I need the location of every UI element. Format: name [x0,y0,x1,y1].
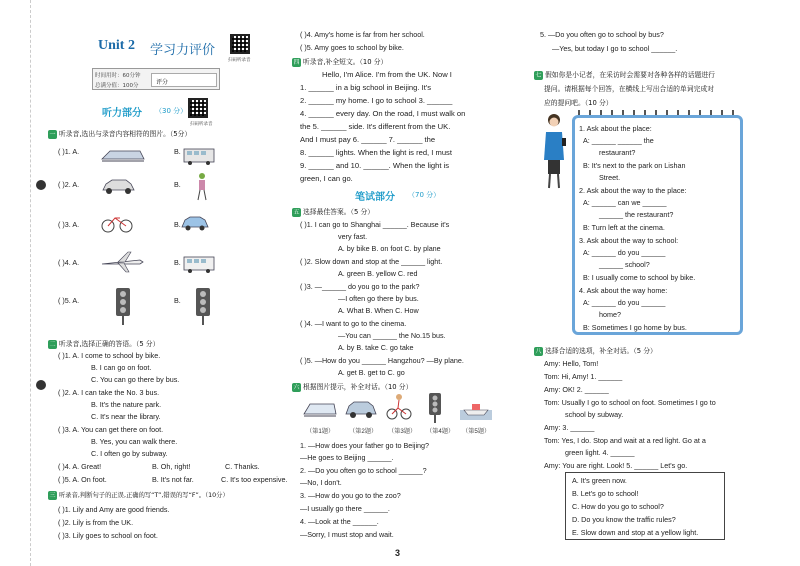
passage-line-6: And I must pay 6. ______ 7. ______ the [300,135,436,144]
part3-q5: ( )5. Amy goes to school by bike. [300,43,404,52]
ask-place-b-cont: Street. [599,173,621,182]
part2-q2-c: C. It's near the library. [91,412,161,421]
caption-q1: （第1题） [306,428,335,435]
dialog-line-3: Amy: OK! 2. ______ [544,385,609,394]
part6-title: 根据图片提示，补全对话。（10 分） [303,383,413,391]
score-box: 评分 [151,73,217,87]
part1-q5-b: B. [174,296,181,305]
ask-way-school-a: A: ______ do you ______ [583,248,666,257]
ask-way-school-a-cont: ______ school? [599,260,650,269]
ask-way-home-a: A: ______ do you ______ [583,298,666,307]
part1-q3-b: B. [174,220,181,229]
passage-line-5: the 5. ______ side. It's different from the UK. [300,122,451,131]
option-e: E. Slow down and stop at a yellow light. [572,528,699,537]
part3-q1: ( )1. Lily and Amy are good friends. [58,505,170,514]
taxi-image [180,213,210,233]
part5-q3: ( )3. —______ do you go to the park? [300,282,420,291]
part6-q2: 2. —Do you often go to school ______? [300,466,427,475]
option-b: B. Let's go to school! [572,489,639,498]
passage-line-8: 9. ______ and 10. ______. When the light is [300,161,450,170]
ship-picture [460,396,492,420]
part3-title: 听录音,判断句子的正误,正确的写“T”,错误的写“F”。（10分） [59,492,229,499]
part8-title: 选择合适的选项，补全对话。（5 分） [545,347,657,355]
part1-q4-b: B. [174,258,181,267]
dialog-line-1: Amy: Hello, Tom! [544,359,599,368]
part5-q4-options: A. by B. take C. go take [338,343,414,352]
options-box [565,472,725,540]
traffic-light-image [112,286,134,326]
ask-way-place-b: B: Turn left at the cinema. [583,223,665,232]
ask-way-place-heading: 2. Ask about the way to the place: [579,186,687,195]
passage-line-1: Hello, I'm Alice. I'm from the UK. Now I [322,70,452,79]
part3-q2: ( )2. Lily is from the UK. [58,518,134,527]
time-label: 时间用时：60分钟 [95,73,141,79]
option-d: D. Do you know the traffic rules? [572,515,676,524]
part5-q3-cont: —I often go there by bus. [338,294,419,303]
part2-q3-b: B. Yes, you can walk there. [91,437,178,446]
passage-line-2: 1. ______ in a big school in Beijing. It's [300,83,432,92]
dialog-line-6: Tom: Yes, I do. Stop and wait at a red light. Go at a [544,436,706,445]
passage-line-4: 4. ______ every day. On the road, I must walk on [300,109,466,118]
part7-number: 七 [535,71,542,79]
ask-place-a: A: ______ ______ the [583,136,654,145]
writing-title: 笔试部分 [355,192,395,203]
column-right [530,0,800,566]
part7-title-line-1: 假如你是小记者，在采访时会需要对各种各样的话题进行 [545,71,715,79]
listening-points: （30 分） [155,107,188,115]
part7-heading [534,69,715,80]
ask-place-a-cont: restaurant? [599,148,636,157]
part3-number: 三 [49,491,56,499]
part1-number: 一 [49,130,56,138]
caption-q2: （第2题） [349,428,378,435]
part1-q5: ( )5. A. [58,296,80,305]
part2-q4-c: C. Thanks. [225,462,260,471]
train-picture [302,396,338,420]
part2-q2-b: B. It's the nature park. [91,400,162,409]
traffic-light-picture [426,392,444,424]
part5-q5: ( )5. —How do you ______ Hangzhou? —By plane. [300,356,464,365]
part2-q5-a: ( )5. A. On foot. [58,475,107,484]
part5-q2-options: A. green B. yellow C. red [338,269,418,278]
reporter-image [540,112,568,190]
part1-q3: ( )3. A. [58,220,80,229]
part2-q1-b: B. I can go on foot. [91,363,152,372]
ask-way-home-heading: 4. Ask about the way home: [579,286,668,295]
score-stamp [92,68,220,90]
score-label: 总满分值：100分 [95,83,139,89]
part3-q3: ( )3. Lily goes to school on foot. [58,531,158,540]
binding-hole [36,380,46,390]
option-c: C. How do you go to school? [572,502,664,511]
listening-title: 听力部分 [102,108,142,119]
taxi-picture [344,396,378,420]
dialog-line-7: Amy: You are right. Look! 5. ______ Let's go. [544,461,688,470]
cyclist-picture [386,392,412,422]
part5-q2: ( )2. Slow down and stop at the ______ light. [300,257,443,266]
part6-q1-answer: —He goes to Beijing ______. [300,453,394,462]
part6-q3: 3. —How do you go to the zoo? [300,491,401,500]
part7-title-line-2: 提问。请根据每个回答，在横线上写出合适的单词完成对 [544,85,714,93]
part2-number: 二 [49,340,56,348]
option-a: A. It's green now. [572,476,627,485]
column-left [0,0,290,566]
bus-image [182,146,216,166]
dialog-line-4: Tom: Usually I go to school on foot. Sometimes I go to [544,398,716,407]
part6-q1: 1. —How does your father go to Beijing? [300,441,430,450]
ask-way-school-b: B: I usually come to school by bike. [583,273,696,282]
part3-heading [48,490,229,500]
part5-title: 选择最佳答案。（5 分） [303,208,375,216]
interview-notebook [572,115,743,335]
part5-q1: ( )1. I can go to Shanghai ______. Because it's [300,220,450,229]
part2-q1-c: C. You can go there by bus. [91,375,180,384]
car-image [100,176,136,196]
part1-q2-b: B. [174,180,181,189]
unit-title: Unit 2 [98,38,135,53]
bus-image-2 [182,254,216,274]
dialog-line-6-cont: green light. 4. ______ [565,448,635,457]
ask-way-school-heading: 3. Ask about the way to school: [579,236,679,245]
part2-heading [48,338,159,349]
part6-heading [292,381,412,392]
part2-q3-a: ( )3. A. You can get there on foot. [58,425,164,434]
part6-q3-answer: —I usually go there ______. [300,504,390,513]
page-number: 3 [395,548,401,558]
part2-q4-b: B. Oh, right! [152,462,191,471]
ask-way-place-a-cont: ______ the restaurant? [599,210,674,219]
part1-q1-b: B. [174,147,181,156]
part1-q1: ( )1. A. [58,147,80,156]
qr-caption: 扫码听录音 [228,57,251,62]
binding-line [30,0,31,566]
ask-place-heading: 1. Ask about the place: [579,124,652,133]
walking-girl-image [195,172,209,202]
part4-title: 听录音,补全短文。（10 分） [303,58,388,66]
part1-q4: ( )4. A. [58,258,80,267]
part2-q1-a: ( )1. A. I come to school by bike. [58,351,161,360]
part1-heading [48,128,191,139]
part2-title: 听录音,选择正确的答语。（5 分） [59,340,160,348]
part6-q4-answer: —Sorry, I must stop and wait. [300,530,394,539]
ask-way-home-b: B: Sometimes I go home by bus. [583,323,687,332]
part7-title-line-3: 应的提问吧。（10 分） [544,99,613,107]
part5-q3-options: A. What B. When C. How [338,306,419,315]
part6-q5-answer: —Yes, but today I go to school ______. [552,44,678,53]
ask-way-place-a: A: ______ can we ______ [583,198,667,207]
part6-q4: 4. —Look at the ______. [300,517,379,526]
part2-q5-b: B. It's not far. [152,475,194,484]
part3-q4: ( )4. Amy's home is far from her school. [300,30,425,39]
part2-q2-a: ( )2. A. I can take the No. 3 bus. [58,388,160,397]
part6-q5: 5. —Do you often go to school by bus? [540,30,664,39]
part4-heading [292,56,387,67]
ask-place-b: B: It's next to the park on Lishan [583,161,686,170]
part1-q2: ( )2. A. [58,180,80,189]
writing-points: （70 分） [408,191,441,199]
dialog-line-2: Tom: Hi, Amy! 1. ______ [544,372,623,381]
part5-q1-options: A. by bike B. on foot C. by plane [338,244,441,253]
qr-code[interactable] [230,34,250,54]
train-image [100,146,146,164]
part5-q1-cont: very fast. [338,232,368,241]
caption-q3: （第3题） [388,428,417,435]
part5-q4-cont: —You can ______ the No.15 bus. [338,331,446,340]
part6-q2-answer: —No, I don't. [300,478,342,487]
part2-q3-c: C. I often go by subway. [91,449,168,458]
dialog-line-4-cont: school by subway. [565,410,624,419]
part5-number: 五 [293,208,300,216]
traffic-light-image-2 [192,286,214,326]
dialog-line-5: Amy: 3. ______ [544,423,595,432]
part5-q4: ( )4. —I want to go to the cinema. [300,319,407,328]
part5-heading [292,206,374,217]
part8-number: 八 [535,347,542,355]
binding-hole [36,180,46,190]
page-title: 学习力评价 [150,43,216,58]
passage-line-9: green, I can go. [300,174,353,183]
plane-image [100,250,144,274]
part1-title: 听录音,选出与录音内容相符的图片。（5分） [59,130,192,138]
part4-number: 四 [293,58,300,66]
bicycle-image [100,212,134,234]
passage-line-7: 8. ______ lights. When the light is red, I must [300,148,452,157]
listening-qr-caption: 扫码听录音 [190,121,213,126]
part2-q5-c: C. It's too expensive. [221,475,288,484]
part5-q5-options: A. get B. get to C. go [338,368,405,377]
column-middle [292,0,530,566]
part6-number: 六 [293,383,300,391]
part8-heading [534,345,657,356]
ask-way-home-a-cont: home? [599,310,621,319]
passage-line-3: 2. ______ my home. I go to school 3. ______ [300,96,453,105]
listening-qr-code[interactable] [188,98,208,118]
caption-q5: （第5题） [462,428,491,435]
caption-q4: （第4题） [426,428,455,435]
part2-q4-a: ( )4. A. Great! [58,462,102,471]
